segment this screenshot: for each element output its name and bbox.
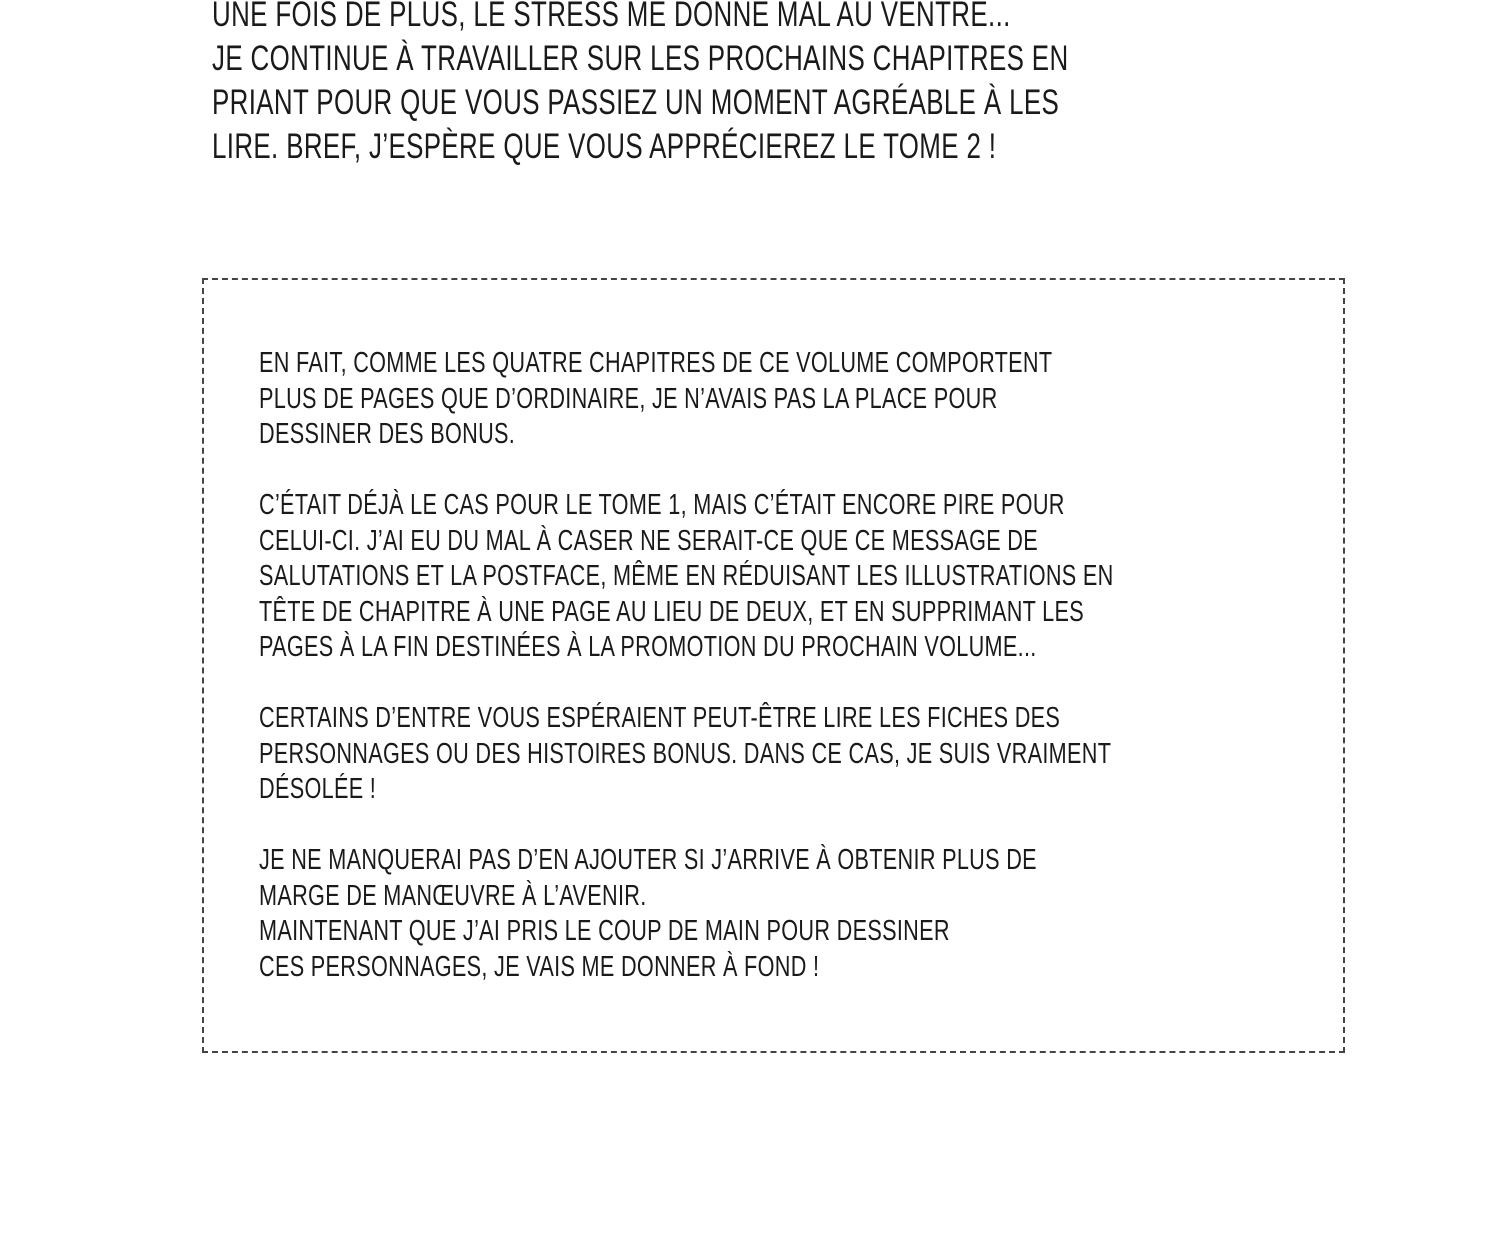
- note-line: MARGE DE MANŒUVRE À L’AVENIR.: [259, 879, 647, 912]
- note-line: PERSONNAGES OU DES HISTOIRES BONUS. DANS CE CAS, JE SUIS VRAIMENT: [259, 737, 1112, 770]
- note-line: CES PERSONNAGES, JE VAIS ME DONNER À FOND !: [259, 950, 820, 983]
- note-line: SALUTATIONS ET LA POSTFACE, MÊME EN RÉDUISANT LES ILLUSTRATIONS EN: [259, 560, 1114, 592]
- note-body: [259, 346, 1383, 1021]
- note-line: CERTAINS D’ENTRE VOUS ESPÉRAIENT PEUT-ÊTRE LIRE LES FICHES DES: [259, 702, 1061, 734]
- intro-text: [212, 0, 1369, 169]
- note-line: PLUS DE PAGES QUE D’ORDINAIRE, JE N’AVAIS PAS LA PLACE POUR: [259, 382, 998, 415]
- note-line: JE NE MANQUERAI PAS D’EN AJOUTER SI J’ARRIVE À OBTENIR PLUS DE: [259, 844, 1037, 876]
- note-line: PAGES À LA FIN DESTINÉES À LA PROMOTION DU PROCHAIN VOLUME...: [259, 631, 1037, 663]
- note-line: DESSINER DES BONUS.: [259, 418, 516, 450]
- note-line: DÉSOLÉE !: [259, 773, 377, 805]
- intro-line: UNE FOIS DE PLUS, LE STRESS ME DONNE MAL AU VENTRE...: [212, 0, 1011, 34]
- intro-line: PRIANT POUR QUE VOUS PASSIEZ UN MOMENT AGRÉABLE À LES: [212, 83, 1060, 122]
- note-line: MAINTENANT QUE J’AI PRIS LE COUP DE MAIN POUR DESSINER: [259, 915, 950, 947]
- note-line: CELUI-CI. J’AI EU DU MAL À CASER NE SERAIT-CE QUE CE MESSAGE DE: [259, 524, 1039, 557]
- note-line: TÊTE DE CHAPITRE À UNE PAGE AU LIEU DE DEUX, ET EN SUPPRIMANT LES: [259, 595, 1084, 628]
- intro-line: JE CONTINUE À TRAVAILLER SUR LES PROCHAINS CHAPITRES EN: [212, 39, 1069, 78]
- note-line: EN FAIT, COMME LES QUATRE CHAPITRES DE CE VOLUME COMPORTENT: [259, 347, 1053, 379]
- note-paragraph: [259, 843, 1383, 985]
- note-line: C’ÉTAIT DÉJÀ LE CAS POUR LE TOME 1, MAIS C’ÉTAIT ENCORE PIRE POUR: [259, 489, 1065, 521]
- note-paragraph: [259, 488, 1383, 666]
- intro-line: LIRE. BREF, J’ESPÈRE QUE VOUS APPRÉCIEREZ LE TOME 2 !: [212, 127, 997, 166]
- dashed-note-box: [202, 278, 1345, 1053]
- note-paragraph: [259, 346, 1383, 453]
- note-paragraph: [259, 701, 1383, 808]
